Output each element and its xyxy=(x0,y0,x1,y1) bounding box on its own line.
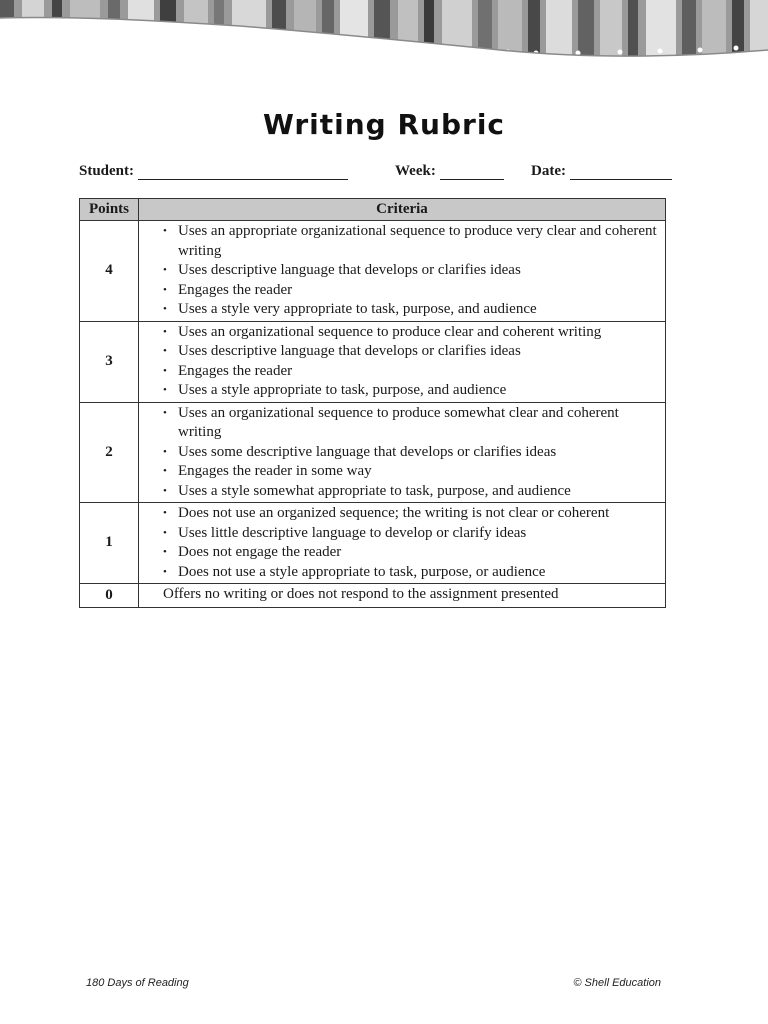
criteria-item: • Uses a style somewhat appropriate to task, purpose, and audience xyxy=(163,482,661,502)
criteria-text: Offers no writing or does not respond to the assignment presented xyxy=(139,584,666,608)
criteria-item: • Engages the reader xyxy=(163,362,661,382)
criteria-item: • Uses an organizational sequence to produce clear and coherent writing xyxy=(163,323,661,343)
table-row xyxy=(80,503,666,584)
student-label: Student: xyxy=(79,163,135,179)
criteria-cell xyxy=(139,503,666,584)
week-blank-line[interactable] xyxy=(440,165,504,180)
criteria-list xyxy=(163,504,661,582)
points-header: Points xyxy=(80,199,139,221)
points-value: 4 xyxy=(80,221,139,322)
criteria-item: • Uses an appropriate organizational sequence to produce very clear and coherent writing xyxy=(163,222,661,261)
points-value: 3 xyxy=(80,321,139,402)
criteria-list xyxy=(163,323,661,401)
table-header-row xyxy=(80,199,666,221)
criteria-item: • Does not use a style appropriate to task, purpose, or audience xyxy=(163,563,661,583)
date-field[interactable] xyxy=(531,163,672,180)
criteria-item: • Uses descriptive language that develops or clarifies ideas xyxy=(163,261,661,281)
table-row xyxy=(80,221,666,322)
week-label: Week: xyxy=(395,163,436,179)
points-value: 2 xyxy=(80,402,139,503)
criteria-cell xyxy=(139,402,666,503)
criteria-cell xyxy=(139,321,666,402)
criteria-item: • Uses little descriptive language to develop or clarify ideas xyxy=(163,524,661,544)
criteria-item: • Uses some descriptive language that develops or clarifies ideas xyxy=(163,443,661,463)
student-field[interactable] xyxy=(79,163,348,180)
criteria-item: • Does not engage the reader xyxy=(163,543,661,563)
criteria-item: • Uses an organizational sequence to produce somewhat clear and coherent writing xyxy=(163,404,661,443)
date-label: Date: xyxy=(531,163,566,179)
criteria-item: • Engages the reader xyxy=(163,281,661,301)
decorative-header-band xyxy=(0,0,768,70)
criteria-item: • Uses a style very appropriate to task, purpose, and audience xyxy=(163,300,661,320)
footer-book-title: 180 Days of Reading xyxy=(86,977,189,989)
criteria-item: • Uses a style appropriate to task, purpose, and audience xyxy=(163,381,661,401)
table-row xyxy=(80,321,666,402)
criteria-list xyxy=(163,404,661,502)
criteria-item: • Engages the reader in some way xyxy=(163,462,661,482)
points-value: 0 xyxy=(80,584,139,608)
page-title: Writing Rubric xyxy=(262,108,506,141)
criteria-item: • Uses descriptive language that develops or clarifies ideas xyxy=(163,342,661,362)
criteria-item: • Does not use an organized sequence; the writing is not clear or coherent xyxy=(163,504,661,524)
criteria-cell xyxy=(139,221,666,322)
rubric-table xyxy=(79,198,666,608)
student-blank-line[interactable] xyxy=(138,165,348,180)
table-row xyxy=(80,402,666,503)
criteria-list xyxy=(163,222,661,320)
criteria-header: Criteria xyxy=(139,199,666,221)
points-value: 1 xyxy=(80,503,139,584)
footer-copyright: © Shell Education xyxy=(573,977,661,989)
table-row xyxy=(80,584,666,608)
week-field[interactable] xyxy=(395,163,504,180)
date-blank-line[interactable] xyxy=(570,165,672,180)
